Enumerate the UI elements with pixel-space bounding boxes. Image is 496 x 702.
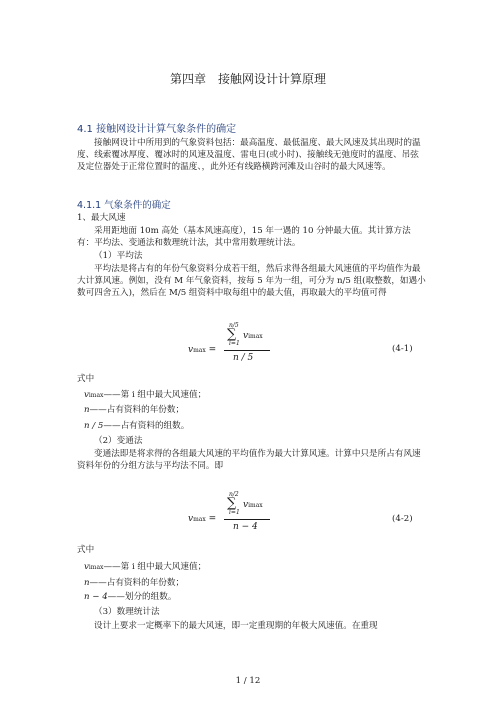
- method-3-paragraph: 设计上要求一定概率下的最大风速，即一定重现期的年极大风速值。在重现: [94, 621, 378, 631]
- method-1-title: （1）平均法: [94, 251, 143, 261]
- def-2-1: vimax——第 i 组中最大风速值；: [84, 562, 207, 572]
- eq2-fraction-bar: [224, 519, 270, 520]
- where-label-2: 式中: [77, 545, 95, 555]
- method-3-title: （3）数理统计法: [94, 607, 160, 617]
- eq1-sum-bottom: i=1: [229, 340, 240, 347]
- def-2-3: n − 4——划分的组数。: [84, 592, 177, 602]
- def-1-1: vimax——第 i 组中最大风速值；: [84, 390, 207, 400]
- section-heading-4-1-1: 4.1.1 气象条件的确定: [77, 200, 171, 211]
- where-label-1: 式中: [77, 374, 95, 384]
- method-1-paragraph: 平均法是将占有的年份气象资料分成若干组，然后求得各组最大风速值的平均值作为最大计算风速。例如，没有 M 年气象资料，按每 5 年为一组，可分为 n/5 组(取整数，如遇小数可四舍五入)，然后在 M/5 组资料中取每组中的最大值，再取最大的平均值可得: [77, 264, 426, 298]
- method-2-paragraph: 变通法即是将求得的各组最大风速的平均值作为最大计算风速。计算中只是所占有风速资料年份的分组方法与平均法不同。即: [77, 449, 421, 471]
- eq1-fraction-bar: [224, 350, 270, 351]
- eq2-sum-top: n/2: [229, 491, 239, 498]
- def-1-3: n / 5——占有资料的组数。: [84, 421, 190, 431]
- intro-paragraph: 接触网设计中所用到的气象资料包括：最高温度、最低温度、最大风速及其出现时的温度、线索覆冰厚度、覆冰时的风速及温度、雷电日(或小时)、接触线无弛度时的温度、吊弦及定位器处于正常位置时的温度、，此外还有线路横跨河滩及山谷时的最大风速等。: [77, 138, 421, 172]
- eq2-numerator: vimax: [243, 500, 263, 510]
- eq1-lhs: vmax =: [188, 345, 217, 355]
- def-2-2: n——占有资料的年份数；: [84, 578, 185, 588]
- eq1-numerator: vimax: [243, 331, 263, 341]
- def-1-2: n——占有资料的年份数；: [84, 405, 185, 415]
- method-2-title: （2）变通法: [94, 436, 143, 446]
- eq2-denominator: n − 4: [233, 522, 258, 532]
- item-1-paragraph: 采用距地面 10m 高处（基本风速高度），15 年一遇的 10 分钟最大值。其计算方法有：平均法、变通法和数理统计法，其中常用数理统计法。: [77, 226, 411, 248]
- eq2-sum-bottom: i=1: [229, 509, 240, 516]
- page-number: 1 / 12: [235, 676, 261, 686]
- section-heading-4-1: 4.1 接触网设计计算气象条件的确定: [77, 124, 237, 135]
- eq1-denominator: n / 5: [233, 353, 254, 363]
- eq1-sigma: ∑: [227, 327, 237, 342]
- eq1-number: (4-1): [392, 344, 413, 354]
- eq2-lhs: vmax =: [188, 514, 217, 524]
- eq2-number: (4-2): [392, 514, 413, 524]
- chapter-title: 第四章 接触网设计计算原理: [169, 72, 326, 86]
- eq2-sigma: ∑: [227, 496, 237, 511]
- item-1-title: 1、最大风速: [77, 213, 126, 223]
- eq1-sum-top: n/5: [229, 322, 239, 329]
